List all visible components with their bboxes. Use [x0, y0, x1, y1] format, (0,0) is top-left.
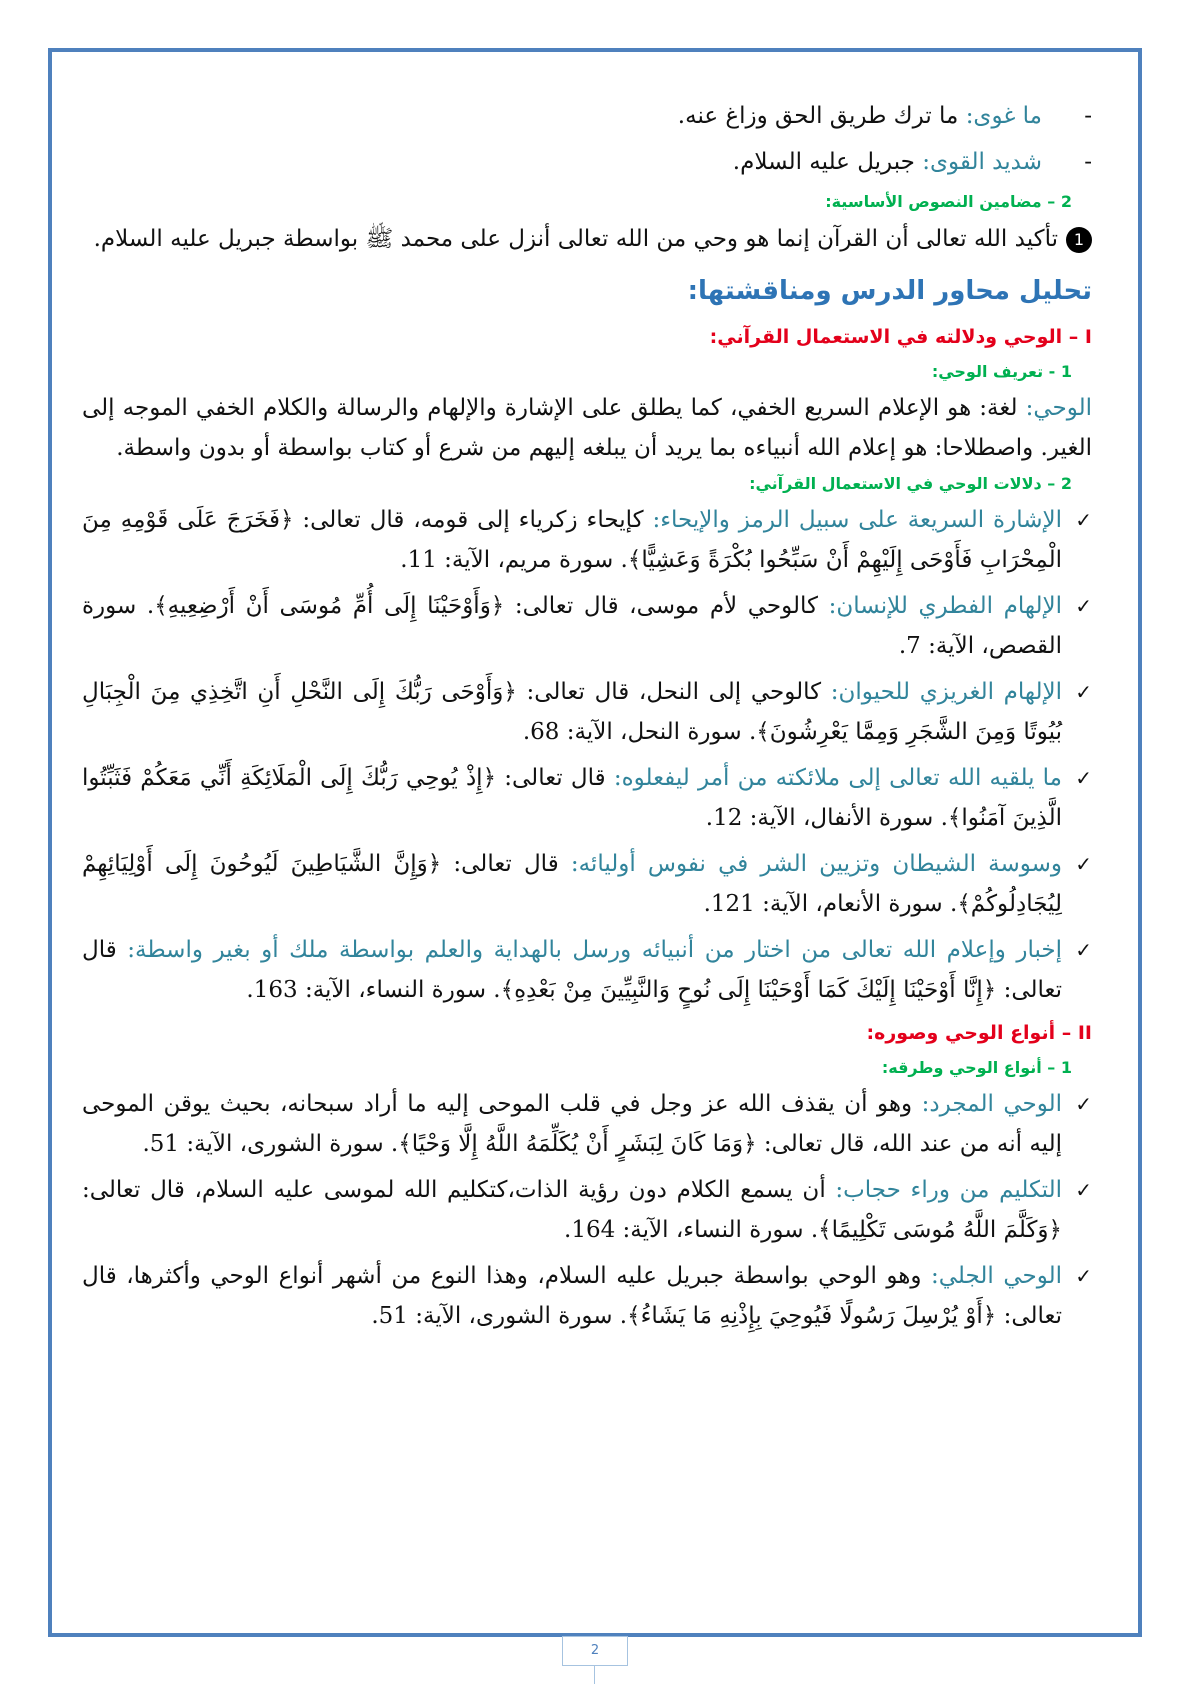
definition-lead: الوحي: — [1025, 395, 1092, 421]
checkmark-icon: ✓ — [1075, 766, 1092, 790]
checkmark-icon: ✓ — [1075, 852, 1092, 876]
checkmark-icon: ✓ — [1075, 938, 1092, 962]
part2-sub1-heading: 1 – أنواع الوحي وطرقه: — [881, 1058, 1072, 1077]
list-item-text: قال تعالى: ﴿إِذْ يُوحِي رَبُّكَ إِلَى الْمَلَائِكَةِ أَنِّي مَعَكُمْ فَثَبِّتُوا الَّذِينَ آمَنُوا﴾. سورة الأنفال، الآية: 12. — [82, 765, 1062, 831]
list-item-lead: إخبار وإعلام الله تعالى من اختار من أنبيائه ورسل بالهداية والعلم بواسطة ملك أو بغير واسطة: — [127, 937, 1062, 963]
main-title: تحليل محاور الدرس ومناقشتها: — [687, 276, 1092, 306]
list-item-text: أن يسمع الكلام دون رؤية الذات،كتكليم الله لموسى عليه السلام، قال تعالى: ﴿وَكَلَّمَ اللَّهُ مُوسَى تَكْلِيمًا﴾. سورة النساء، الآية: 164. — [82, 1177, 1062, 1243]
dash-marker: - — [1084, 149, 1092, 175]
list-item-text: قال تعالى: ﴿إِنَّا أَوْحَيْنَا إِلَيْكَ كَمَا أَوْحَيْنَا إِلَى نُوحٍ وَالنَّبِيِّينَ مِنْ بَعْدِهِ﴾. سورة النساء، الآية: 163. — [82, 937, 1062, 1003]
definition-paragraph — [82, 388, 1092, 468]
checkmark-icon: ✓ — [1075, 1178, 1092, 1202]
part1-sub1-heading: 1 - تعريف الوحي: — [931, 362, 1072, 381]
list-item-lead: الإلهام الغريزي للحيوان: — [830, 679, 1063, 705]
checkmark-icon: ✓ — [1075, 1264, 1092, 1288]
list-item-lead: الوحي المجرد: — [921, 1091, 1063, 1117]
checkmark-icon: ✓ — [1075, 680, 1092, 704]
list-item — [82, 758, 1092, 838]
number-badge: 1 — [1066, 227, 1092, 253]
part1-sub2-heading: 2 – دلالات الوحي في الاستعمال القرآني: — [749, 474, 1072, 493]
definition-text: جبريل عليه السلام. — [732, 149, 923, 175]
list-item — [82, 930, 1092, 1010]
list-item — [82, 586, 1092, 666]
list-item — [82, 500, 1092, 580]
definition-term: ما غوى: — [965, 103, 1042, 129]
list-item — [82, 1170, 1092, 1250]
list-item — [82, 1084, 1092, 1164]
definition-item — [82, 96, 1092, 136]
list-item — [82, 672, 1092, 752]
part2-heading: II – أنواع الوحي وصوره: — [866, 1022, 1092, 1044]
list-item — [82, 844, 1092, 924]
list-item-lead: وسوسة الشيطان وتزيين الشر في نفوس أوليائه: — [570, 851, 1062, 877]
list-item-text: كإيحاء زكرياء إلى قومه، قال تعالى: ﴿فَخَرَجَ عَلَى قَوْمِهِ مِنَ الْمِحْرَابِ فَأَوْحَى إِلَيْهِمْ أَنْ سَبِّحُوا بُكْرَةً وَعَشِيًّا﴾. سورة مريم، الآية: 11. — [82, 507, 1062, 573]
part1-heading: I – الوحي ودلالته في الاستعمال القرآني: — [709, 326, 1092, 348]
list-item-text: قال تعالى: ﴿وَإِنَّ الشَّيَاطِينَ لَيُوحُونَ إِلَى أَوْلِيَائِهِمْ لِيُجَادِلُوكُمْ﴾. سورة الأنعام، الآية: 121. — [82, 851, 1062, 917]
list-item-lead: الوحي الجلي: — [931, 1263, 1062, 1289]
list-item-text: وهو الوحي بواسطة جبريل عليه السلام، وهذا النوع من أشهر أنواع الوحي وأكثرها، قال تعالى: ﴿أَوْ يُرْسِلَ رَسُولًا فَيُوحِيَ بِإِذْنِهِ مَا يَشَاءُ﴾. سورة الشورى، الآية: 51. — [82, 1263, 1062, 1329]
list-item-lead: التكليم من وراء حجاب: — [835, 1177, 1063, 1203]
definition-item — [82, 142, 1092, 182]
section-heading-contents: 2 – مضامين النصوص الأساسية: — [825, 192, 1072, 211]
list-item — [82, 1256, 1092, 1336]
definition-term: شديد القوى: — [922, 149, 1042, 175]
numbered-point — [82, 218, 1092, 260]
list-item-text: وهو أن يقذف الله عز وجل في قلب الموحى إليه ما أراد سبحانه، بحيث يوقن الموحى إليه أنه من عند الله، قال تعالى: ﴿وَمَا كَانَ لِبَشَرٍ أَنْ يُكَلِّمَهُ اللَّهُ إِلَّا وَحْيًا﴾. سورة الشورى، الآية: 51. — [82, 1091, 1062, 1157]
list-item-text: كالوحي لأم موسى، قال تعالى: ﴿وَأَوْحَيْنَا إِلَى أُمِّ مُوسَى أَنْ أَرْضِعِيهِ﴾. سورة القصص، الآية: 7. — [82, 593, 1062, 659]
checkmark-icon: ✓ — [1075, 594, 1092, 618]
definition-body: لغة: هو الإعلام السريع الخفي، كما يطلق على الإشارة والإلهام والرسالة والكلام الخفي الموجه إلى الغير. واصطلاحا: هو إعلام الله أنبياءه بما يريد أن يبلغه إليهم من شرع أو كتاب بواسطة أو بدون واسطة. — [82, 395, 1092, 461]
definition-text: ما ترك طريق الحق وزاغ عنه. — [677, 103, 966, 129]
list-item-lead: ما يلقيه الله تعالى إلى ملائكته من أمر ليفعلوه: — [613, 765, 1063, 791]
page-number-stem — [594, 1666, 595, 1684]
page-content — [82, 96, 1092, 1342]
checkmark-icon: ✓ — [1075, 508, 1092, 532]
checkmark-icon: ✓ — [1075, 1092, 1092, 1116]
dash-marker: - — [1084, 103, 1092, 129]
page-number: 2 — [562, 1636, 628, 1666]
list-item-lead: الإلهام الفطري للإنسان: — [828, 593, 1062, 619]
list-item-lead: الإشارة السريعة على سبيل الرمز والإيحاء: — [652, 507, 1062, 533]
list-item-text: كالوحي إلى النحل، قال تعالى: ﴿وَأَوْحَى رَبُّكَ إِلَى النَّحْلِ أَنِ اتَّخِذِي مِنَ الْجِبَالِ بُيُوتًا وَمِنَ الشَّجَرِ وَمِمَّا يَعْرِشُونَ﴾. سورة النحل، الآية: 68. — [82, 679, 1062, 745]
numbered-point-text: تأكيد الله تعالى أن القرآن إنما هو وحي من الله تعالى أنزل على محمد ﷺ بواسطة جبريل عليه السلام. — [93, 226, 1058, 252]
